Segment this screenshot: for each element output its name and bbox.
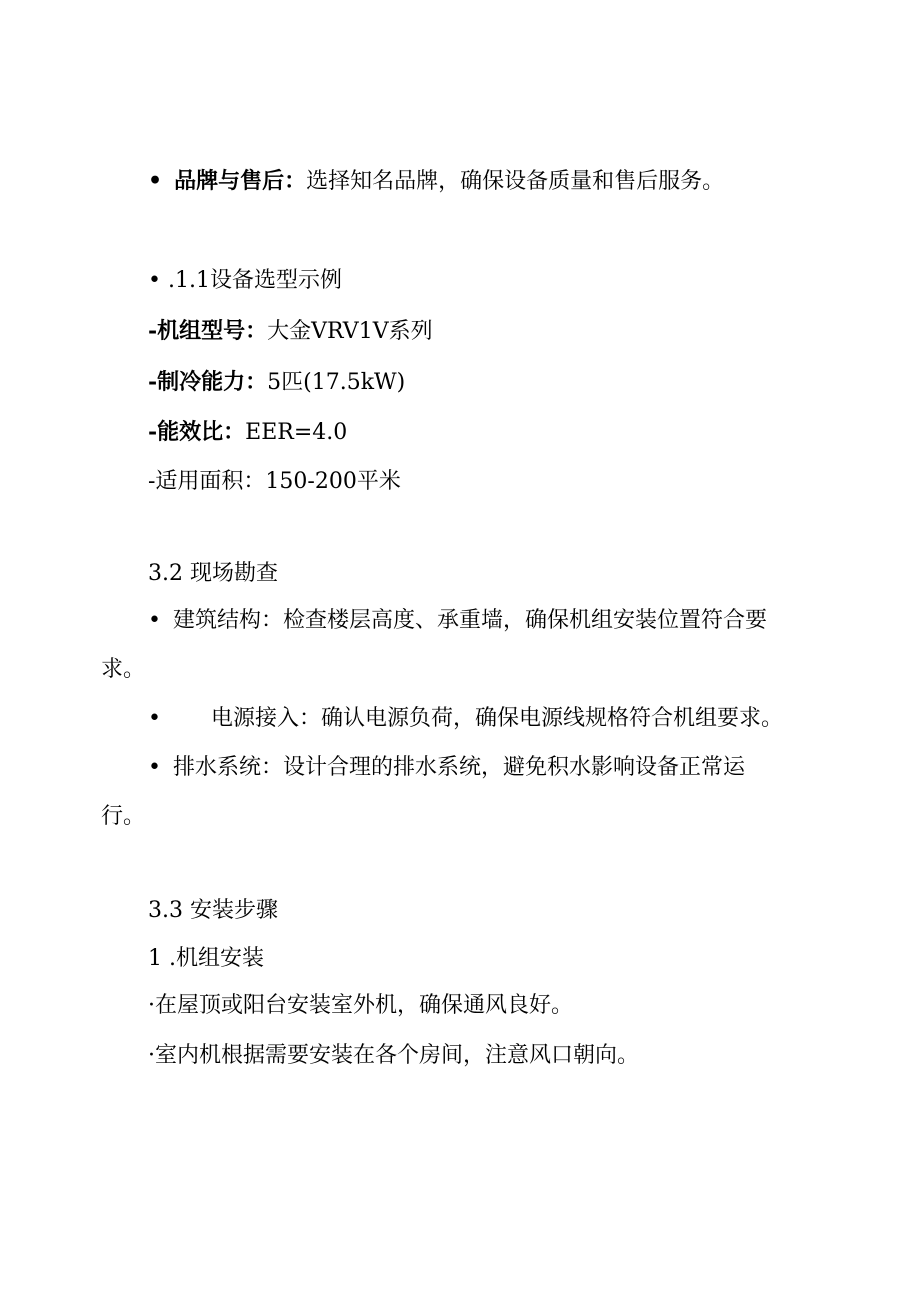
brand-text: 选择知名品牌，确保设备质量和售后服务。 [306,169,725,194]
install-item: ·在屋顶或阳台安装室外机，确保通风良好。 [148,993,573,1018]
survey-item-structure-cont: 求。 [101,657,146,682]
bullet: • [148,168,163,194]
bullet: • [148,755,161,780]
spec-model [148,320,433,343]
spec-value: -适用面积：150-200平米 [148,469,401,494]
spec-label: -机组型号： [148,318,268,344]
spec-area [148,471,401,493]
survey-item-drainage-cont: 行。 [101,804,146,829]
spec-label: -能效比： [148,419,246,445]
spec-eer [148,421,347,444]
install-subheading: 1 .机组安装 [148,946,264,971]
brand-item [148,170,724,193]
survey-item-power [148,708,783,730]
survey-item-structure [148,610,767,632]
spec-value: 5匹(17.5kW) [267,370,406,395]
spec-label: -制冷能力： [148,369,268,395]
install-item: ·室内机根据需要安装在各个房间，注意风口朝向。 [148,1043,639,1068]
survey-text: 排水系统：设计合理的排水系统，避免积水影响设备正常运 [172,755,745,780]
survey-text: 电源接入：确认电源负荷，确保电源线规格符合机组要求。 [210,706,783,731]
spec-cooling [148,371,405,394]
brand-label: 品牌与售后： [174,168,307,194]
bullet: • [148,608,161,633]
bullet: • [148,706,161,731]
spec-value: EER=4.0 [245,420,348,445]
spec-value: 大金VRV1V系列 [267,319,433,344]
install-heading: 3.3 安装步骤 [148,898,278,923]
example-heading: • .1.1设备选型示例 [148,268,342,293]
survey-text: 建筑结构：检查楼层高度、承重墙，确保机组安装位置符合要 [172,608,767,633]
survey-item-drainage [148,757,745,779]
survey-heading: 3.2 现场勘查 [148,561,278,586]
